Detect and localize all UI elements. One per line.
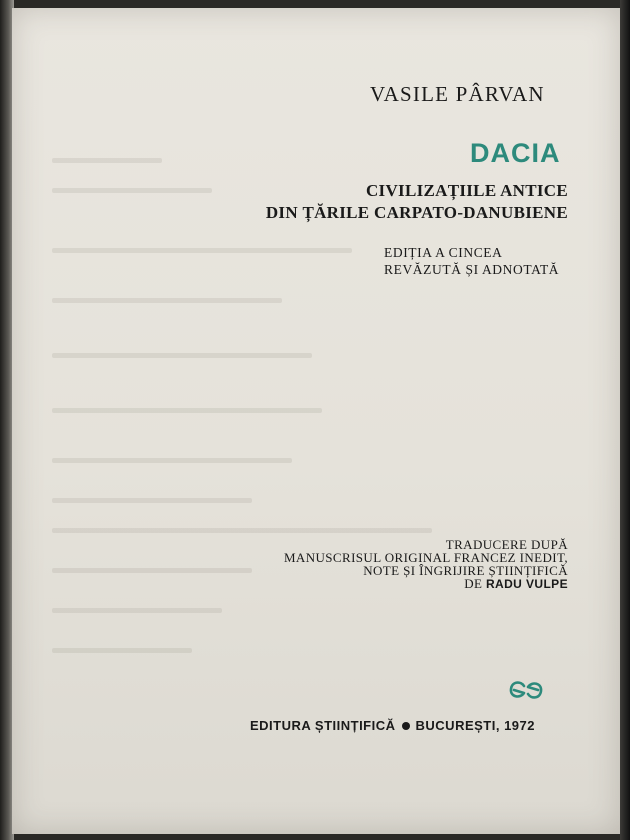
- edition-line-1: EDIȚIA A CINCEA: [384, 245, 503, 260]
- publisher-logo-icon: [508, 678, 544, 702]
- book-title: DACIA: [470, 138, 561, 168]
- credit-line-2: MANUSCRISUL ORIGINAL FRANCEZ INEDIT,: [283, 550, 568, 565]
- bullet-separator: [402, 722, 410, 730]
- publisher-line: [250, 718, 535, 733]
- publisher-city-year: BUCUREȘTI, 1972: [415, 718, 535, 733]
- credit-line-4: [464, 576, 568, 592]
- title-page: [12, 8, 620, 834]
- credit-line-1: TRADUCERE DUPĂ: [445, 537, 568, 552]
- editor-name: RADU VULPE: [485, 577, 568, 591]
- subtitle-line-2: DIN ȚĂRILE CARPATO-DANUBIENE: [265, 203, 568, 222]
- author-name: VASILE PÂRVAN: [370, 82, 545, 106]
- publisher-name: EDITURA ȘTIINȚIFICĂ: [250, 718, 396, 733]
- credit-line-3: NOTE ȘI ÎNGRIJIRE ȘTIINȚIFICĂ: [363, 563, 568, 578]
- credit-prefix: DE: [464, 576, 483, 591]
- scan-right-edge: [620, 0, 630, 840]
- subtitle-line-1: CIVILIZAȚIILE ANTICE: [365, 181, 568, 200]
- edition-line-2: REVĂZUTĂ ȘI ADNOTATĂ: [384, 262, 560, 277]
